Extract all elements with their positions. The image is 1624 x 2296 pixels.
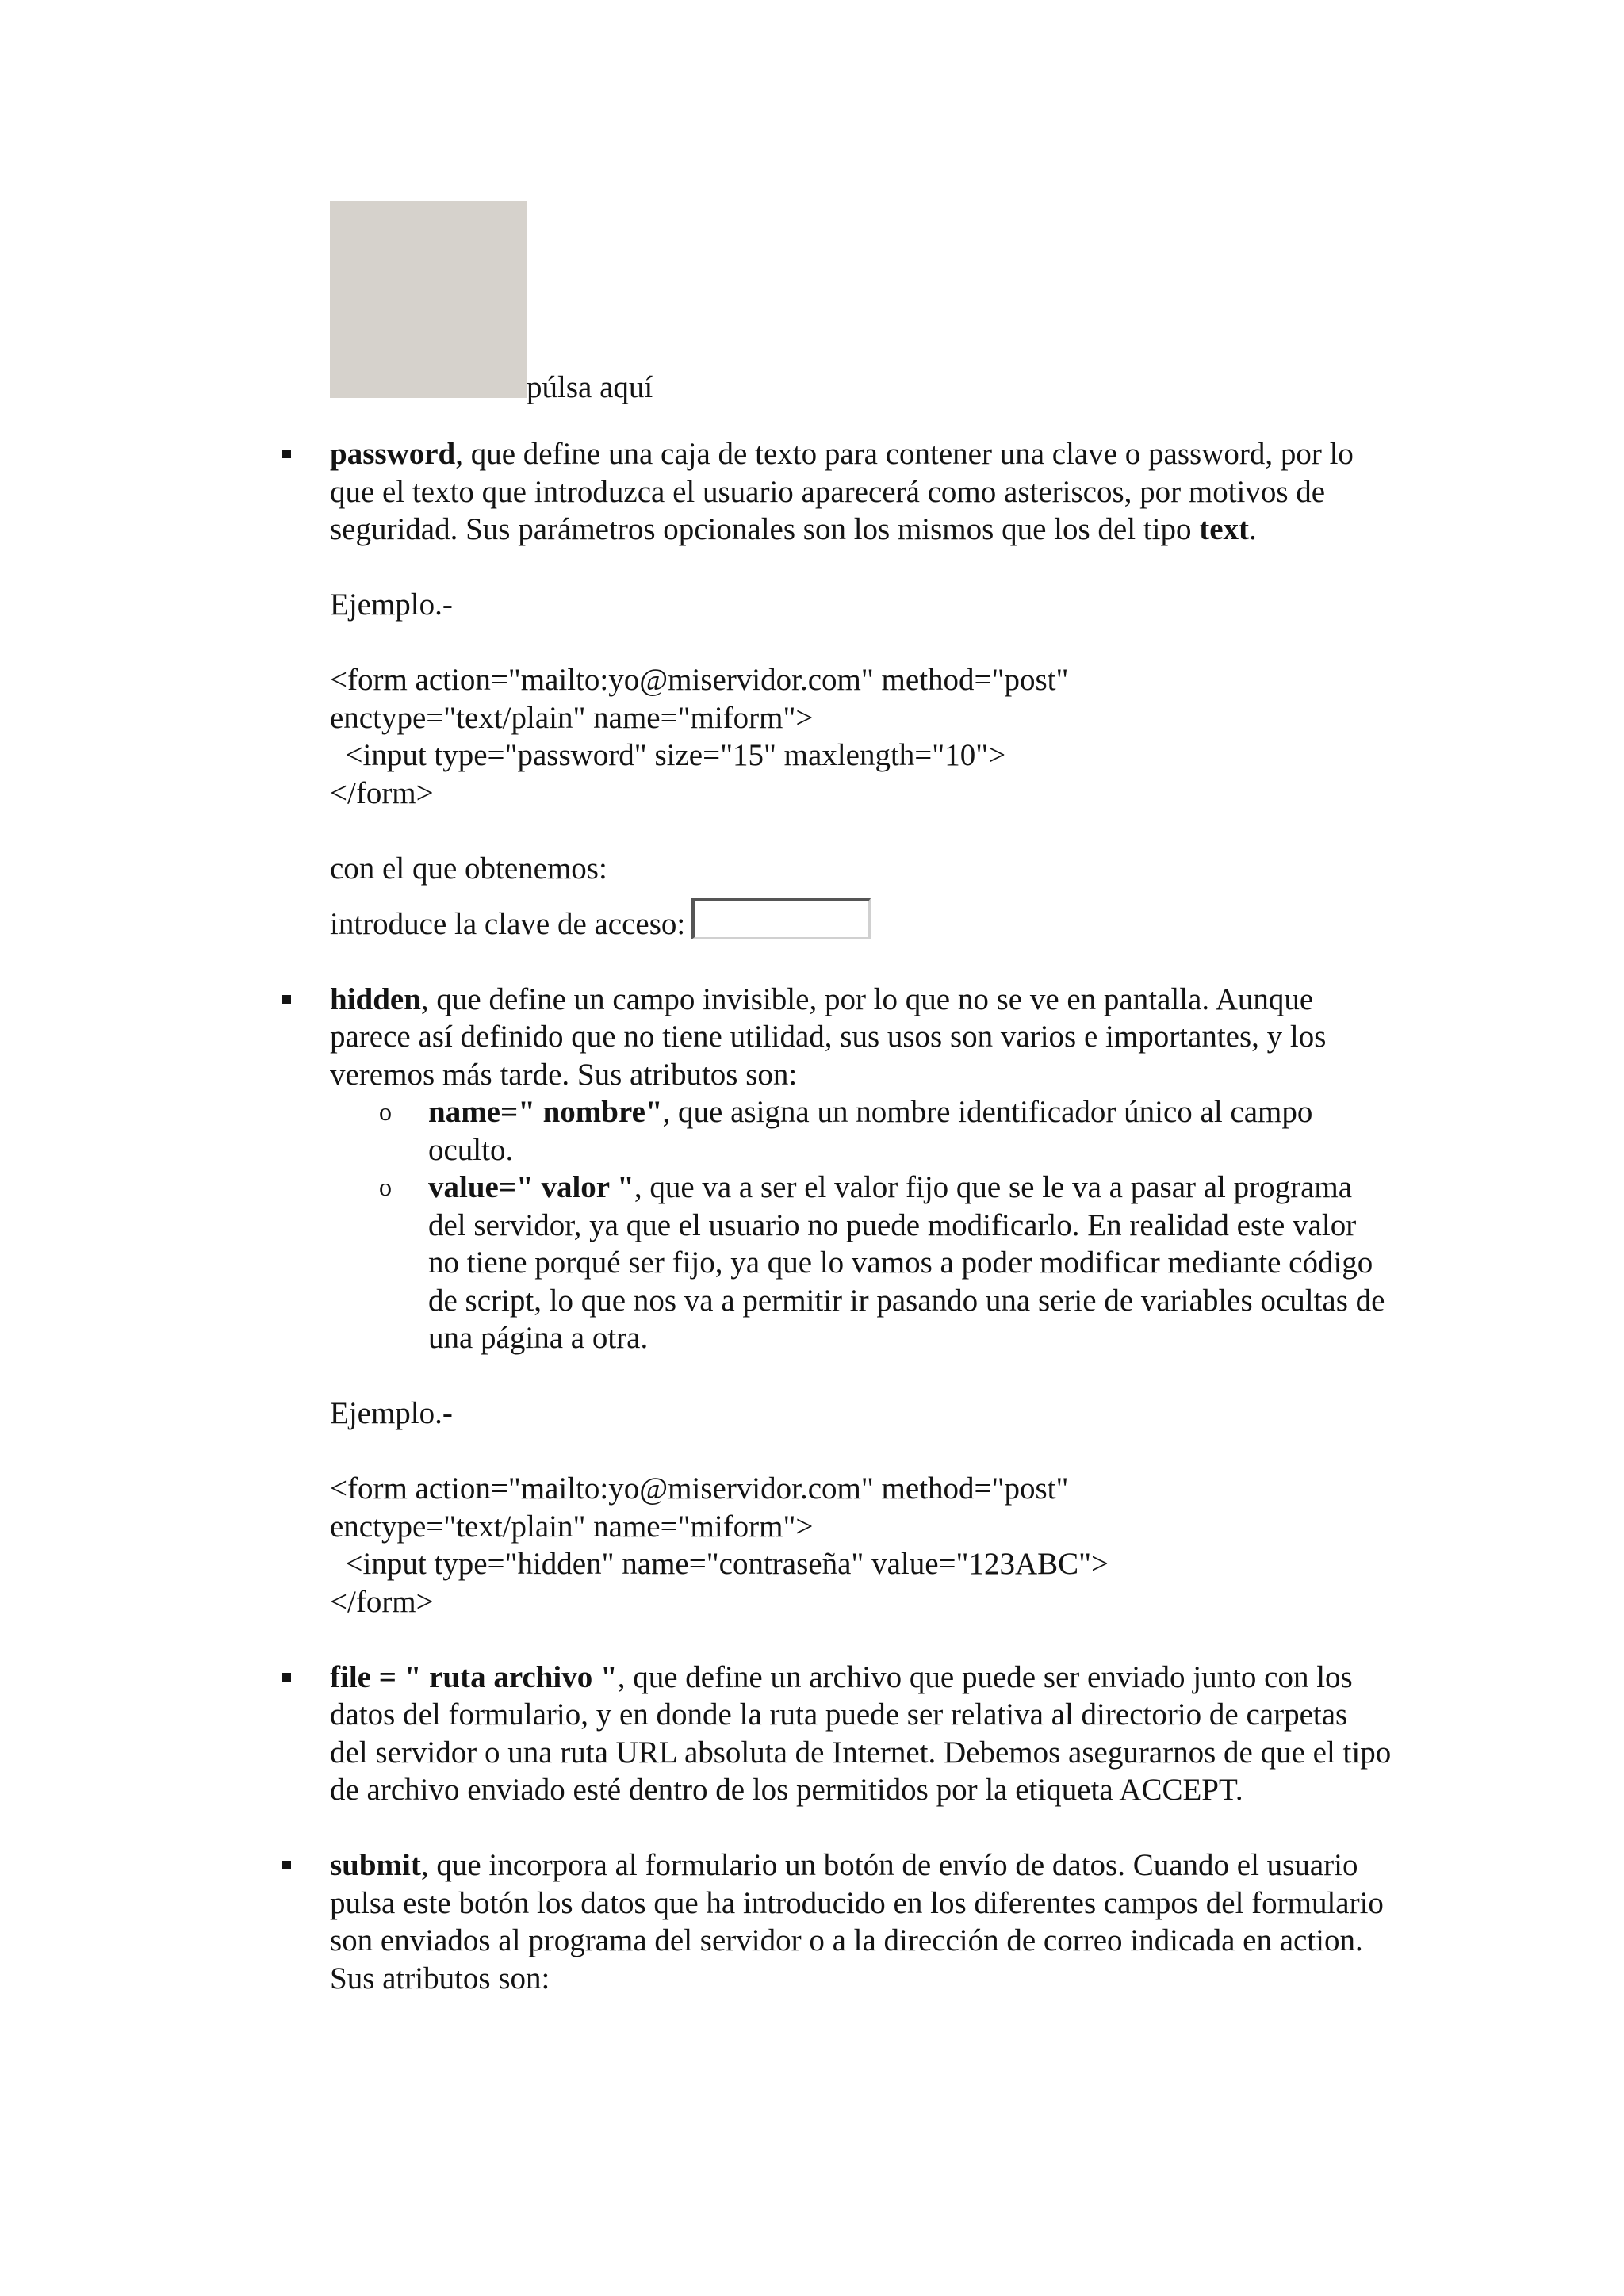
code-line: </form> [330,1584,434,1619]
square-bullet-icon [282,450,291,458]
square-bullet-icon [282,1673,291,1682]
hidden-description: hidden, que define un campo invisible, por lo que no se ve en pantalla. Aunque parece así definido que no tiene utilidad, sus usos son varios e importantes, y los veremos más tarde. Sus atributos son: [330,982,1327,1092]
file-description: file = " ruta archivo ", que define un archivo que puede ser enviado junto con los datos del formulario, y en donde la ruta puede ser relativa al directorio de carpetas del servidor o una ruta URL absoluta de Internet. Debemos asegurarnos de que el tipo de archivo enviado esté dentro de los permitidos por la etiqueta ACCEPT. [330,1659,1392,1807]
code-line: </form> [330,775,434,810]
code-line: <input type="password" size="15" maxlength="10"> [330,738,1006,772]
image-caption[interactable]: púlsa aquí [527,369,653,404]
image-placeholder[interactable] [330,201,527,398]
code-line: <input type="hidden" name="contraseña" value="123ABC"> [330,1547,1109,1581]
term-password: password [330,437,456,471]
example-label: Ejemplo.- [330,587,453,622]
square-bullet-icon [282,1861,291,1869]
attribute-name: name=" nombre" [428,1095,663,1129]
submit-description: submit, que incorpora al formulario un botón de envío de datos. Cuando el usuario pulsa este botón los datos que ha introducido en los diferentes campos del formulario son enviados al programa del servidor o a la dirección de correo indicada en action. Sus atributos son: [330,1848,1384,1996]
circle-bullet-icon: o [379,1173,392,1201]
code-line: enctype="text/plain" name="miform"> [330,1509,814,1544]
example-label: Ejemplo.- [330,1396,453,1430]
password-input[interactable] [691,898,871,939]
code-line: <form action="mailto:yo@miservidor.com" method="post" [330,1471,1069,1506]
term-submit: submit [330,1848,421,1882]
password-field-row [330,898,1392,943]
content-column [330,190,1392,1997]
list-item-password [330,435,1392,981]
hidden-attributes-list [330,1093,1392,1357]
password-field-label: introduce la clave de acceso: [330,906,686,941]
attribute-name: value=" valor " [428,1170,634,1204]
square-bullet-icon [282,995,291,1004]
attribute-item: o name=" nombre", que asigna un nombre identificador único al campo oculto. [379,1095,1313,1167]
image-link-row [330,190,1392,404]
code-line: <form action="mailto:yo@miservidor.com" method="post" [330,663,1069,697]
list-item-hidden [330,981,1392,1659]
code-line: enctype="text/plain" name="miform"> [330,700,814,735]
input-types-list [330,435,1392,1997]
attribute-item: o value=" valor ", que va a ser el valor fijo que se le va a pasar al programa del servidor, ya que el usuario no puede modificarlo. En realidad este valor no tiene porqué ser fijo, ya que lo vamos a poder modificar mediante código de script, lo que nos va a permitir ir pasando una serie de variables ocultas de una página a otra. [379,1170,1385,1355]
list-item-submit [330,1846,1392,1997]
password-description: password, que define una caja de texto para contener una clave o password, por lo que el texto que introduzca el usuario aparecerá como asteriscos, por motivos de seguridad. Sus parámetros opcionales son los mismos que los del tipo text. [330,437,1354,546]
circle-bullet-icon: o [379,1097,392,1126]
code-block-hidden [330,1470,1392,1621]
code-block-password [330,661,1392,812]
list-item-file [330,1659,1392,1847]
result-label: con el que obtenemos: [330,851,607,886]
term-file: file = " ruta archivo " [330,1659,618,1694]
term-hidden: hidden [330,982,421,1016]
